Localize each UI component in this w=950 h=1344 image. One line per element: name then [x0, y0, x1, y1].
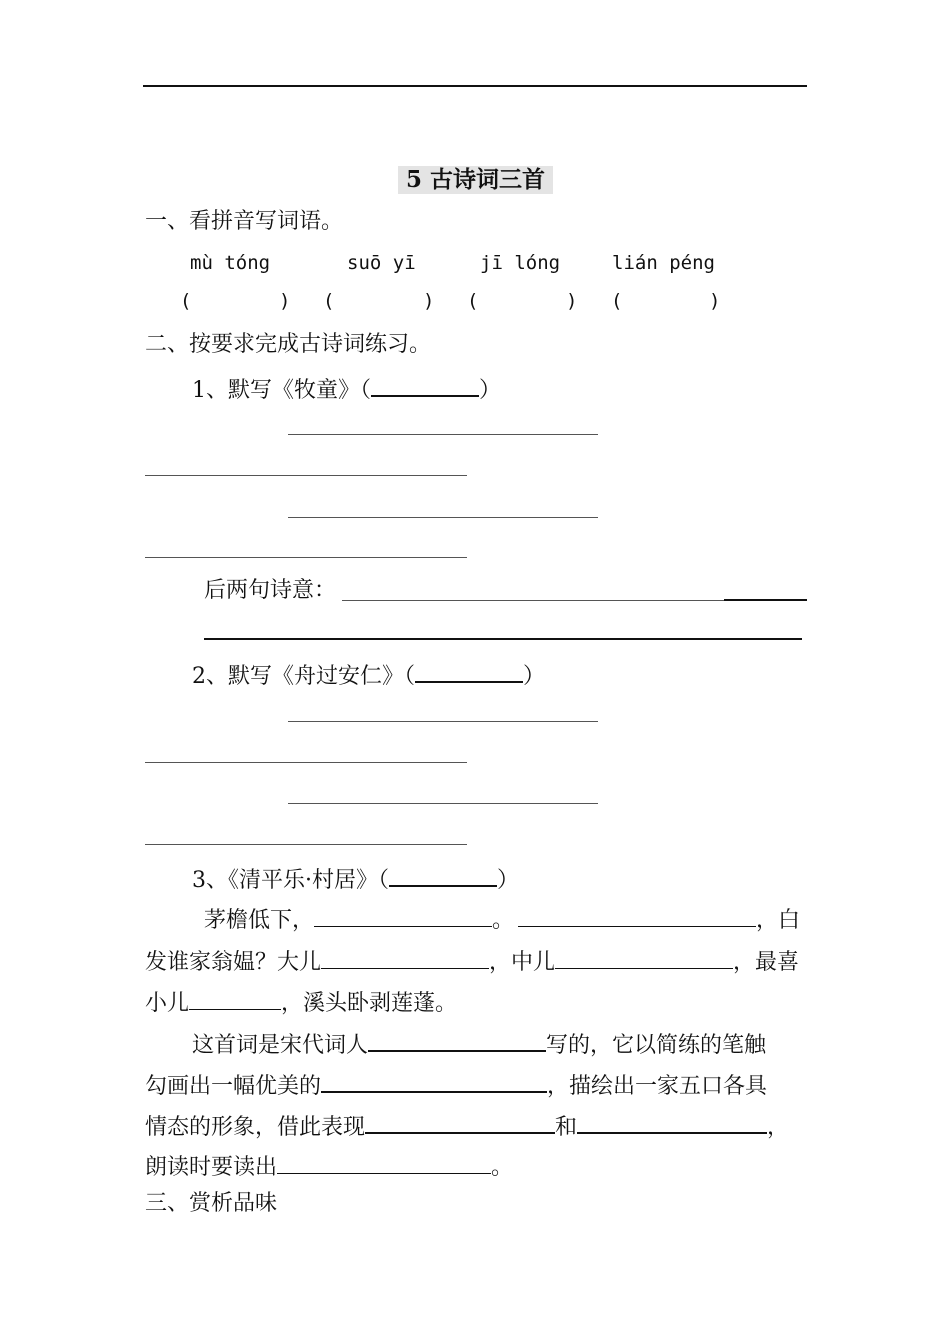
q3-line-1-text-c: ，白 — [756, 908, 801, 933]
answer-box-1-open: ( — [180, 290, 192, 312]
q2-poem-line-4[interactable] — [145, 844, 467, 845]
q1-poem-line-1[interactable] — [288, 434, 598, 435]
q3-blank-1[interactable] — [314, 906, 492, 927]
q2-poem-line-3[interactable] — [288, 803, 598, 804]
q3-paragraph-2-line-4 — [145, 1153, 513, 1179]
q3-line-3-text-b: ，溪头卧剥莲蓬。 — [281, 991, 458, 1016]
answer-box-3-close: ) — [566, 290, 578, 312]
q3-label-text: 3、《清平乐·村居》（ — [192, 868, 389, 893]
q3-paragraph-2-line-3 — [145, 1112, 789, 1139]
q1-poem-line-4[interactable] — [145, 557, 467, 558]
q1-meaning-blank-2[interactable] — [204, 638, 802, 640]
q3-blank-poet[interactable] — [368, 1030, 546, 1052]
pinyin-4: lián péng — [612, 252, 715, 274]
q3-paragraph-2-line-1 — [192, 1030, 766, 1057]
q3-close: ） — [497, 868, 520, 893]
q3-line-1 — [204, 906, 800, 932]
answer-box-4-open: ( — [611, 290, 623, 312]
header-rule — [143, 85, 807, 87]
answer-box-1-close: ) — [279, 290, 291, 312]
q3-line-2 — [145, 948, 799, 974]
q3-blank-3[interactable] — [321, 948, 489, 969]
q3-paragraph-2-line-2 — [145, 1071, 767, 1098]
q1-author-blank[interactable] — [371, 375, 479, 397]
answer-box-2-open: ( — [323, 290, 335, 312]
q3-label — [192, 865, 519, 892]
q3-author-blank[interactable] — [389, 865, 497, 887]
q3-p2-line-2-text-a: 勾画出一幅优美的 — [145, 1074, 322, 1099]
pinyin-1: mù tóng — [190, 252, 271, 274]
q2-poem-line-2[interactable] — [145, 762, 467, 763]
q3-blank-scene[interactable] — [321, 1071, 547, 1093]
q3-p2-line-3-text-b: 和 — [555, 1115, 578, 1140]
answer-box-4-close: ) — [709, 290, 721, 312]
q3-blank-express-1[interactable] — [365, 1112, 555, 1134]
q3-line-3-text-a: 小儿 — [145, 991, 190, 1016]
section-2-heading: 二、按要求完成古诗词练习。 — [145, 332, 432, 357]
q3-blank-tone[interactable] — [277, 1153, 491, 1174]
section-1-heading: 一、看拼音写词语。 — [145, 209, 344, 234]
q2-label — [192, 661, 545, 688]
q1-label-text: 1、默写《牧童》（ — [192, 378, 371, 403]
q1-close: ） — [479, 378, 502, 403]
q3-line-1-text-a: 茅檐低下， — [204, 908, 315, 933]
q3-p2-line-1-text-b: 写的，它以简练的笔触 — [546, 1033, 767, 1058]
answer-box-3-open: ( — [467, 290, 479, 312]
q3-p2-line-4-text-b: 。 — [491, 1155, 514, 1180]
pinyin-3: jī lóng — [480, 252, 561, 274]
answer-box-2-close: ) — [423, 290, 435, 312]
q3-blank-5[interactable] — [189, 989, 281, 1010]
q3-line-2-text-a: 发谁家翁媪？大儿 — [145, 950, 322, 975]
q2-author-blank[interactable] — [415, 661, 523, 683]
q1-meaning-blank-a[interactable] — [342, 600, 724, 601]
q2-label-text: 2、默写《舟过安仁》（ — [192, 664, 415, 689]
q2-close: ） — [523, 664, 546, 689]
q3-p2-line-3-text-c: ， — [767, 1115, 790, 1140]
q1-meaning-blank-b[interactable] — [724, 599, 807, 601]
q1-poem-line-3[interactable] — [288, 517, 598, 518]
q3-blank-express-2[interactable] — [577, 1112, 767, 1134]
q1-poem-line-2[interactable] — [145, 475, 467, 476]
q1-label — [192, 375, 501, 402]
q3-blank-4[interactable] — [555, 948, 733, 969]
q3-p2-line-4-text-a: 朗读时要读出 — [145, 1155, 278, 1180]
q3-line-2-text-c: ，最喜 — [733, 950, 800, 975]
page-title: 5 古诗词三首 — [398, 166, 553, 194]
pinyin-2: suō yī — [347, 252, 416, 274]
q2-poem-line-1[interactable] — [288, 721, 598, 722]
q1-meaning-label: 后两句诗意： — [204, 578, 337, 603]
q3-p2-line-3-text-a: 情态的形象，借此表现 — [145, 1115, 366, 1140]
q3-p2-line-1-text-a: 这首词是宋代词人 — [192, 1033, 369, 1058]
q3-p2-line-2-text-b: ，描绘出一家五口各具 — [547, 1074, 768, 1099]
q3-line-2-text-b: ，中儿 — [489, 950, 556, 975]
q3-line-3 — [145, 989, 457, 1015]
section-3-heading: 三、赏析品味 — [145, 1191, 278, 1216]
q3-blank-2[interactable] — [518, 906, 756, 927]
q3-line-1-text-b: 。 — [492, 908, 515, 933]
